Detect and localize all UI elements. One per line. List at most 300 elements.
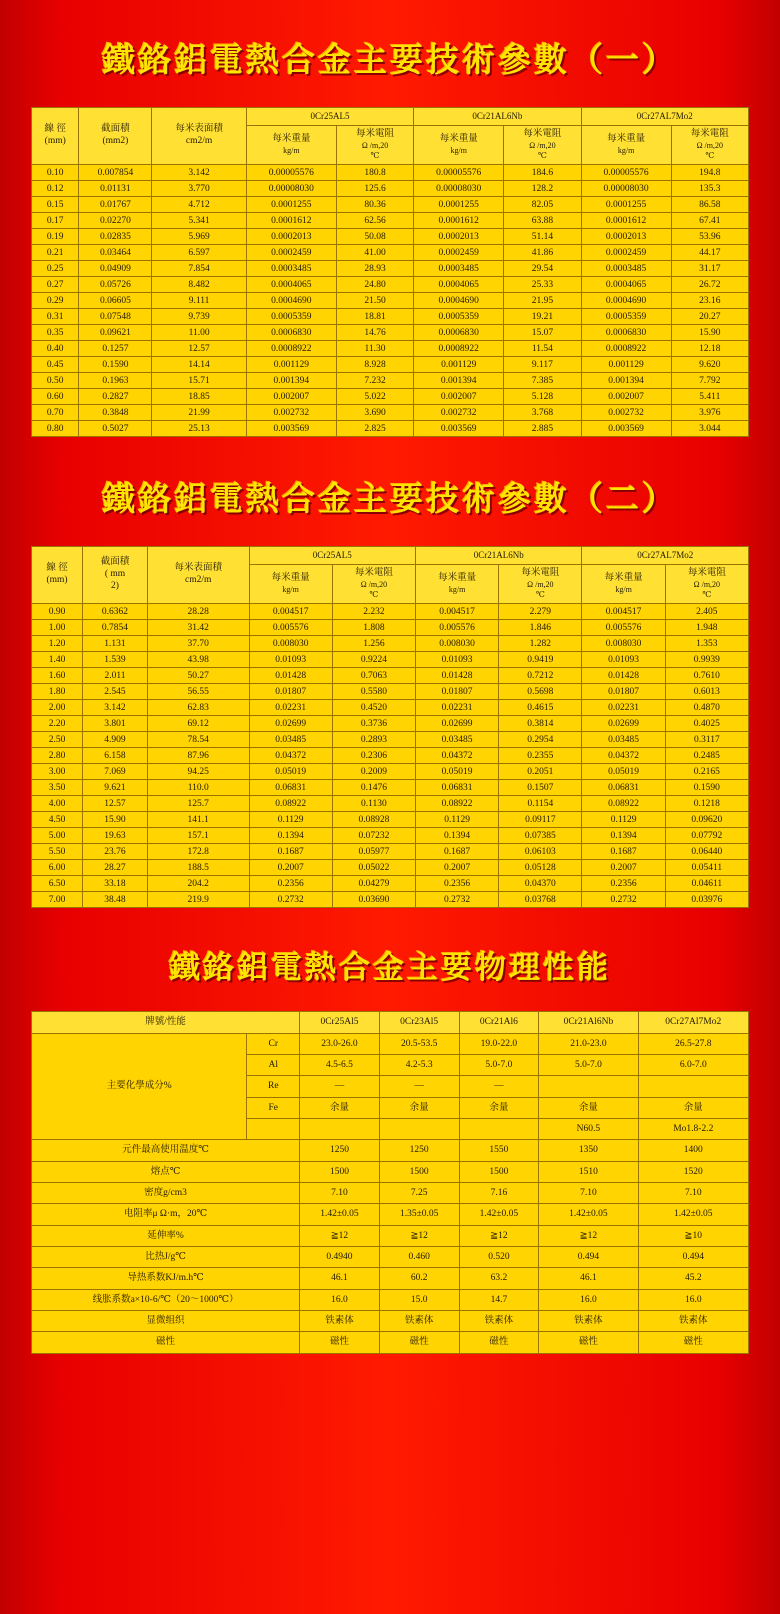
group-header-0cr27al7mo2: 0Cr27AL7Mo2	[581, 108, 748, 126]
cell: 51.14	[504, 229, 581, 245]
cell: 0.01428	[249, 668, 332, 684]
cell: 0.0004065	[246, 277, 336, 293]
cell: 0.1963	[79, 373, 152, 389]
cell: 6.0-7.0	[638, 1054, 748, 1075]
cell: 25.33	[504, 277, 581, 293]
table-row	[32, 309, 749, 325]
cell: 31.17	[671, 261, 748, 277]
cell: 0.1218	[665, 796, 748, 812]
cell: 3.142	[152, 165, 246, 181]
cell: 0.04372	[582, 748, 665, 764]
cell: 5.50	[32, 844, 83, 860]
cell: 铁素体	[300, 1311, 380, 1332]
cell: 0.06831	[416, 780, 499, 796]
cell: 0.01131	[79, 181, 152, 197]
grade-header-3: 0Cr21Al6Nb	[539, 1012, 638, 1033]
cell: 0.0001612	[246, 213, 336, 229]
table-row	[32, 876, 749, 892]
cell: 194.8	[671, 165, 748, 181]
table-row	[32, 844, 749, 860]
cell: 43.98	[147, 652, 249, 668]
cell: 4.909	[83, 732, 148, 748]
cell: 0.6013	[665, 684, 748, 700]
cell: 2.011	[83, 668, 148, 684]
cell: 0.08928	[332, 812, 415, 828]
cell: 0.3814	[499, 716, 582, 732]
cell: 0.002007	[414, 389, 504, 405]
cell	[379, 1118, 459, 1139]
cell: 15.90	[671, 325, 748, 341]
cell: 172.8	[147, 844, 249, 860]
table-row	[32, 261, 749, 277]
cell: 1500	[379, 1161, 459, 1182]
cell: 19.63	[83, 828, 148, 844]
cell: 15.07	[504, 325, 581, 341]
cell: 4.00	[32, 796, 83, 812]
cell: 12.57	[152, 341, 246, 357]
cell: 0.5698	[499, 684, 582, 700]
cell: 磁性	[300, 1332, 380, 1353]
cell: 4.2-5.3	[379, 1054, 459, 1075]
cell: 5.128	[504, 389, 581, 405]
cell: 0.09117	[499, 812, 582, 828]
composition-element: Fe	[247, 1097, 300, 1118]
cell: 2.545	[83, 684, 148, 700]
table-row	[32, 636, 749, 652]
cell: 0.0005359	[414, 309, 504, 325]
cell: 180.8	[336, 165, 413, 181]
cell: 0.21	[32, 245, 79, 261]
cell: 0.04279	[332, 876, 415, 892]
cell: 0.01093	[416, 652, 499, 668]
cell: 11.54	[504, 341, 581, 357]
cell: 2.279	[499, 604, 582, 620]
cell: 5.969	[152, 229, 246, 245]
cell: 45.2	[638, 1268, 748, 1289]
cell: 0.1394	[416, 828, 499, 844]
cell: 7.792	[671, 373, 748, 389]
cell: 0.002732	[581, 405, 671, 421]
cell: 2.825	[336, 421, 413, 437]
cell	[300, 1118, 380, 1139]
cell: 0.05977	[332, 844, 415, 860]
cell: —	[379, 1076, 459, 1097]
cell: 4.50	[32, 812, 83, 828]
cell: 0.7063	[332, 668, 415, 684]
cell: 0.1476	[332, 780, 415, 796]
table-row	[32, 1247, 749, 1268]
cell: 18.81	[336, 309, 413, 325]
cell: 余量	[638, 1097, 748, 1118]
cell: 0.7854	[83, 620, 148, 636]
cell: 4.712	[152, 197, 246, 213]
subcol-weight-1: 每米重量 kg/m	[249, 565, 332, 604]
cell: 9.739	[152, 309, 246, 325]
cell: 0.10	[32, 165, 79, 181]
table-2-body	[32, 604, 749, 908]
cell: 5.0-7.0	[539, 1054, 638, 1075]
cell: 18.85	[152, 389, 246, 405]
cell: 0.0001255	[246, 197, 336, 213]
cell: 0.60	[32, 389, 79, 405]
cell: 0.04372	[416, 748, 499, 764]
cell: 1520	[638, 1161, 748, 1182]
cell: 0.2165	[665, 764, 748, 780]
cell: 23.76	[83, 844, 148, 860]
cell: 0.1687	[249, 844, 332, 860]
cell: 9.620	[671, 357, 748, 373]
cell: 0.02699	[249, 716, 332, 732]
cell: 23.16	[671, 293, 748, 309]
table-3-head	[32, 1012, 749, 1033]
cell: 0.04909	[79, 261, 152, 277]
cell: 12.57	[83, 796, 148, 812]
cell: 63.2	[459, 1268, 539, 1289]
cell: 9.621	[83, 780, 148, 796]
cell: 0.29	[32, 293, 79, 309]
section-2-title: 鐵鉻鋁電熱合金主要技術參數（二）	[102, 482, 678, 519]
row-label: 熔点℃	[32, 1161, 300, 1182]
cell: 0.04611	[665, 876, 748, 892]
cell: 7.10	[539, 1183, 638, 1204]
table-row	[32, 1183, 749, 1204]
cell: 0.0004690	[414, 293, 504, 309]
table-row	[32, 165, 749, 181]
cell: 29.54	[504, 261, 581, 277]
cell: 2.80	[32, 748, 83, 764]
cell: 0.0001255	[414, 197, 504, 213]
table-row	[32, 604, 749, 620]
cell: 0.001129	[246, 357, 336, 373]
cell: 87.96	[147, 748, 249, 764]
table-row	[32, 796, 749, 812]
cell: 0.2355	[499, 748, 582, 764]
row-label: 显微组织	[32, 1311, 300, 1332]
col-grade-property: 牌號/性能	[32, 1012, 300, 1033]
cell: 0.0003485	[581, 261, 671, 277]
cell: 0.1687	[582, 844, 665, 860]
cell: 0.0006830	[246, 325, 336, 341]
cell: 21.99	[152, 405, 246, 421]
cell: 82.05	[504, 197, 581, 213]
cell: 3.142	[83, 700, 148, 716]
cell: 0.2732	[582, 892, 665, 908]
table-row	[32, 732, 749, 748]
cell: 0.2732	[416, 892, 499, 908]
cell: 2.20	[32, 716, 83, 732]
row-label-composition: 主要化學成分%	[32, 1033, 247, 1140]
cell: 0.15	[32, 197, 79, 213]
cell: 5.341	[152, 213, 246, 229]
cell: 0.008030	[249, 636, 332, 652]
cell: 80.36	[336, 197, 413, 213]
cell: 0.2356	[249, 876, 332, 892]
cell: 1.42±0.05	[539, 1204, 638, 1225]
cell: 110.0	[147, 780, 249, 796]
cell: 125.7	[147, 796, 249, 812]
table-row	[32, 229, 749, 245]
cell: 0.460	[379, 1247, 459, 1268]
table-row	[32, 1289, 749, 1310]
table-3-header-row	[32, 1012, 749, 1033]
cell: 0.03976	[665, 892, 748, 908]
cell: 0.45	[32, 357, 79, 373]
cell: 128.2	[504, 181, 581, 197]
cell: 0.06605	[79, 293, 152, 309]
row-label: 磁性	[32, 1332, 300, 1353]
table-3-body	[32, 1033, 749, 1353]
cell: 0.27	[32, 277, 79, 293]
cell: 0.08922	[416, 796, 499, 812]
cell: 37.70	[147, 636, 249, 652]
cell: 0.0008922	[414, 341, 504, 357]
cell: 0.0002013	[414, 229, 504, 245]
cell: 188.5	[147, 860, 249, 876]
cell: ≧12	[379, 1225, 459, 1246]
cell: 铁素体	[638, 1311, 748, 1332]
cell: 2.405	[665, 604, 748, 620]
cell: 0.5027	[79, 421, 152, 437]
cell: 3.801	[83, 716, 148, 732]
cell: 11.00	[152, 325, 246, 341]
cell: 0.3848	[79, 405, 152, 421]
table-2-head	[32, 547, 749, 604]
cell: 3.50	[32, 780, 83, 796]
cell: 0.2051	[499, 764, 582, 780]
cell: 0.2893	[332, 732, 415, 748]
table-1-header-row-1	[32, 108, 749, 126]
cell: 7.232	[336, 373, 413, 389]
cell: 0.06440	[665, 844, 748, 860]
cell: 0.31	[32, 309, 79, 325]
group-header-0cr21al6nb: 0Cr21AL6Nb	[414, 108, 581, 126]
cell: 0.80	[32, 421, 79, 437]
cell: 5.0-7.0	[459, 1054, 539, 1075]
composition-element	[247, 1118, 300, 1139]
cell: 0.005576	[416, 620, 499, 636]
cell: 余量	[539, 1097, 638, 1118]
table-row	[32, 1161, 749, 1182]
table-1-head	[32, 108, 749, 165]
subcol-weight-2: 每米重量 kg/m	[416, 565, 499, 604]
cell: 20.5-53.5	[379, 1033, 459, 1054]
cell: ≧12	[459, 1225, 539, 1246]
cell: 31.42	[147, 620, 249, 636]
cell: 0.4615	[499, 700, 582, 716]
cell: 0.00008030	[414, 181, 504, 197]
cell: 0.02231	[582, 700, 665, 716]
cell: 0.70	[32, 405, 79, 421]
cell: 0.0002013	[246, 229, 336, 245]
cell: 0.004517	[416, 604, 499, 620]
group-header-0cr27al7mo2: 0Cr27AL7Mo2	[582, 547, 749, 565]
cell: 0.05019	[582, 764, 665, 780]
cell: 0.0003485	[246, 261, 336, 277]
row-label: 密度g/cm3	[32, 1183, 300, 1204]
table-row	[32, 860, 749, 876]
col-wire-diameter: 線 徑 (mm)	[32, 108, 79, 165]
cell: 0.0006830	[581, 325, 671, 341]
cell: 15.71	[152, 373, 246, 389]
cell: 28.93	[336, 261, 413, 277]
cell: 1350	[539, 1140, 638, 1161]
cell: 0.0004690	[581, 293, 671, 309]
cell: 0.05726	[79, 277, 152, 293]
cell: 0.002732	[246, 405, 336, 421]
cell: 0.002007	[581, 389, 671, 405]
cell: 磁性	[638, 1332, 748, 1353]
grade-header-0: 0Cr25Al5	[300, 1012, 380, 1033]
parameter-table-1	[31, 107, 749, 437]
cell: 0.494	[539, 1247, 638, 1268]
cell: 1.20	[32, 636, 83, 652]
table-row	[32, 341, 749, 357]
cell: N60.5	[539, 1118, 638, 1139]
cell: 0.02231	[416, 700, 499, 716]
cell: 0.01428	[416, 668, 499, 684]
table-row	[32, 325, 749, 341]
subcol-weight-1: 每米重量 kg/m	[246, 126, 336, 165]
cell: 0.1130	[332, 796, 415, 812]
cell: 0.12	[32, 181, 79, 197]
col-cross-section: 截面積 (mm2)	[79, 108, 152, 165]
subcol-weight-3: 每米重量 kg/m	[582, 565, 665, 604]
table-row	[32, 389, 749, 405]
cell: 3.00	[32, 764, 83, 780]
cell: 0.1394	[249, 828, 332, 844]
cell: 0.03690	[332, 892, 415, 908]
section-1-title: 鐵鉻鋁電熱合金主要技術參數（一）	[102, 43, 678, 79]
col-surface-area: 每米表面積 cm2/m	[152, 108, 246, 165]
cell: 0.0001255	[581, 197, 671, 213]
cell: 0.90	[32, 604, 83, 620]
table-row	[32, 421, 749, 437]
group-header-0cr25al5: 0Cr25AL5	[246, 108, 413, 126]
cell: 41.86	[504, 245, 581, 261]
cell: 0.0001612	[414, 213, 504, 229]
cell: 0.7212	[499, 668, 582, 684]
cell: 0.05022	[332, 860, 415, 876]
cell: 5.411	[671, 389, 748, 405]
cell: 14.76	[336, 325, 413, 341]
cell: 1.42±0.05	[459, 1204, 539, 1225]
table-row	[32, 892, 749, 908]
cell: 1550	[459, 1140, 539, 1161]
table-row	[32, 277, 749, 293]
cell: 6.00	[32, 860, 83, 876]
cell: 磁性	[539, 1332, 638, 1353]
cell: 3.770	[152, 181, 246, 197]
cell: 20.27	[671, 309, 748, 325]
cell: 铁素体	[539, 1311, 638, 1332]
cell: 86.58	[671, 197, 748, 213]
cell: 69.12	[147, 716, 249, 732]
group-header-0cr21al6nb: 0Cr21AL6Nb	[416, 547, 582, 565]
table-row	[32, 293, 749, 309]
cell: 0.40	[32, 341, 79, 357]
cell: 1400	[638, 1140, 748, 1161]
grade-header-1: 0Cr23Al5	[379, 1012, 459, 1033]
cell: 1.256	[332, 636, 415, 652]
cell: 0.1154	[499, 796, 582, 812]
cell: 7.10	[638, 1183, 748, 1204]
cell: 19.0-22.0	[459, 1033, 539, 1054]
cell: 0.0005359	[246, 309, 336, 325]
cell: 0.2732	[249, 892, 332, 908]
table-row	[32, 828, 749, 844]
row-label: 比热J/g℃	[32, 1247, 300, 1268]
cell: 0.06103	[499, 844, 582, 860]
cell: 1.35±0.05	[379, 1204, 459, 1225]
cell: 0.01807	[416, 684, 499, 700]
grade-header-2: 0Cr21Al6	[459, 1012, 539, 1033]
cell: 0.0005359	[581, 309, 671, 325]
cell: 0.03485	[249, 732, 332, 748]
cell: 0.07385	[499, 828, 582, 844]
cell: 0.7610	[665, 668, 748, 684]
cell: 0.001129	[414, 357, 504, 373]
cell: 余量	[379, 1097, 459, 1118]
grade-header-4: 0Cr27Al7Mo2	[638, 1012, 748, 1033]
cell: ≧12	[539, 1225, 638, 1246]
cell: 0.25	[32, 261, 79, 277]
composition-element: Al	[247, 1054, 300, 1075]
cell: 0.03485	[416, 732, 499, 748]
cell: 0.01428	[582, 668, 665, 684]
cell: 1.539	[83, 652, 148, 668]
cell: 铁素体	[379, 1311, 459, 1332]
cell: 78.54	[147, 732, 249, 748]
cell: 0.17	[32, 213, 79, 229]
cell: 12.18	[671, 341, 748, 357]
table-row	[32, 764, 749, 780]
cell: 21.50	[336, 293, 413, 309]
cell: ≧12	[300, 1225, 380, 1246]
cell: 0.2007	[582, 860, 665, 876]
cell: 0.5580	[332, 684, 415, 700]
cell: 7.16	[459, 1183, 539, 1204]
cell: 余量	[459, 1097, 539, 1118]
cell: 0.00005576	[246, 165, 336, 181]
cell: 0.08922	[582, 796, 665, 812]
cell: 0.1687	[416, 844, 499, 860]
cell: 0.0008922	[581, 341, 671, 357]
cell: 0.0004690	[246, 293, 336, 309]
cell: 0.003569	[581, 421, 671, 437]
cell: 46.1	[539, 1268, 638, 1289]
cell: 0.01093	[582, 652, 665, 668]
cell: 0.01767	[79, 197, 152, 213]
cell: 0.001129	[581, 357, 671, 373]
table-row	[32, 716, 749, 732]
cell: 15.90	[83, 812, 148, 828]
cell: 磁性	[379, 1332, 459, 1353]
cell: 0.1590	[79, 357, 152, 373]
table-row	[32, 197, 749, 213]
table-row	[32, 1332, 749, 1353]
cell: 44.17	[671, 245, 748, 261]
cell: 16.0	[300, 1289, 380, 1310]
cell: 219.9	[147, 892, 249, 908]
cell: 0.01807	[249, 684, 332, 700]
cell: 0.03464	[79, 245, 152, 261]
cell: 1.42±0.05	[638, 1204, 748, 1225]
cell: 6.597	[152, 245, 246, 261]
table-row	[32, 1140, 749, 1161]
cell: 3.044	[671, 421, 748, 437]
cell: 0.09620	[665, 812, 748, 828]
cell: 磁性	[459, 1332, 539, 1353]
